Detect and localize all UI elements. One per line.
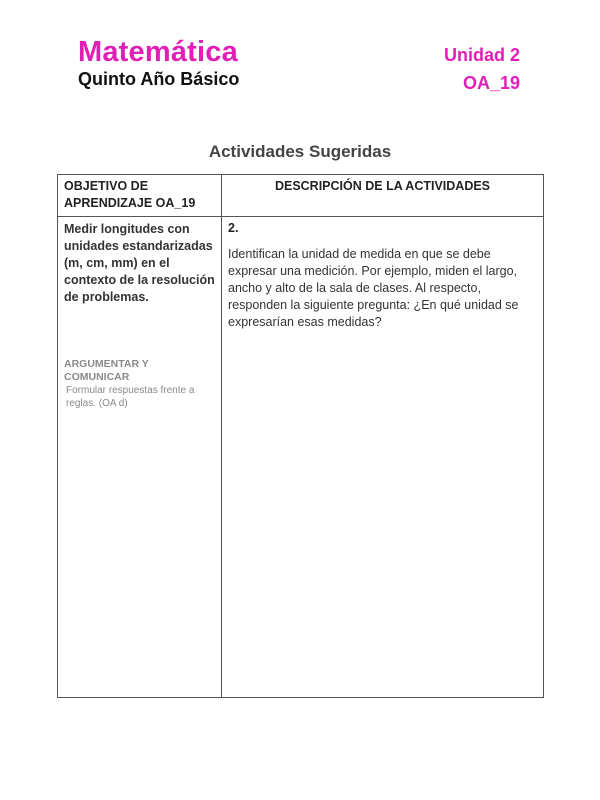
objective-cell: [58, 217, 222, 698]
document-header-right: [444, 44, 520, 94]
grade-level: Quinto Año Básico: [78, 69, 240, 89]
description-cell: [222, 217, 544, 698]
document-header-left: [78, 36, 239, 90]
table-header-row: [58, 175, 544, 217]
objective-column-header: OBJETIVO DE APRENDIZAJE OA_19: [58, 175, 222, 217]
activity-description: Identifican la unidad de medida en que se debe expresar una medición. Por ejemplo, miden el largo, ancho y alto de la sala de clases. Al respecto, responden la siguiente pregunta: ¿En qué unidad se expresarían esas medidas?: [228, 247, 519, 329]
section-title: Actividades Sugeridas: [208, 142, 392, 161]
skill-box: [64, 358, 215, 410]
unit-label: Unidad 2: [443, 45, 520, 65]
objective-code: OA_19: [462, 73, 520, 93]
learning-objective-text: Medir longitudes con unidades estandarizadas (m, cm, mm) en el contexto de la resolución de problemas.: [64, 222, 215, 304]
activities-table: [57, 174, 544, 698]
skill-description: Formular respuestas frente a reglas. (OA d): [66, 385, 195, 409]
table-row: [58, 217, 544, 698]
subject-title: Matemática: [78, 36, 238, 68]
description-column-header: DESCRIPCIÓN DE LA ACTIVIDADES: [222, 175, 544, 217]
skill-title: ARGUMENTAR Y COMUNICAR: [64, 358, 149, 383]
activity-number: 2.: [228, 221, 239, 235]
